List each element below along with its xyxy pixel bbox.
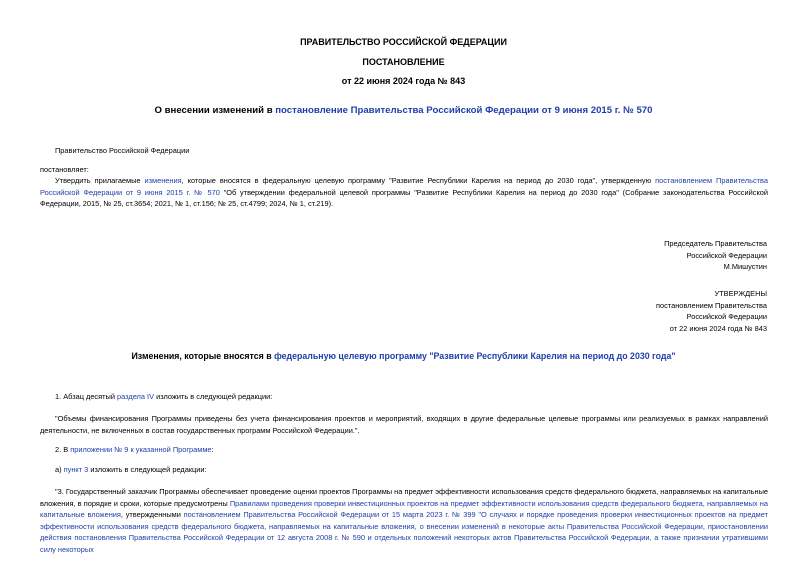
quote-2-text-b: , утвержденными xyxy=(120,510,184,519)
changes-link[interactable]: изменения xyxy=(144,176,182,185)
title-link[interactable]: постановление Правительства Российской Федерации от 9 июня 2015 г. № 570 xyxy=(275,105,653,116)
signature-block xyxy=(664,238,767,273)
intro-paragraph xyxy=(40,175,768,210)
resolution-570-link[interactable]: постановлением Правительства Российской Федерации от 9 июня 2015 г. № 570 xyxy=(40,176,768,197)
quote-2-text-a: "3. Государственный заказчик Программы обеспечивает проведение оценки проектов Программы на предмет эффективности использования средств федерального бюджета, направляемых на капитальные вложения, в порядке и сроки, которые предусмотрены xyxy=(40,487,768,508)
signature-line-1: Председатель Правительства xyxy=(664,239,767,248)
approved-line-1: УТВЕРЖДЕНЫ xyxy=(714,289,767,298)
org-heading: ПРАВИТЕЛЬСТВО РОССИЙСКОЙ ФЕДЕРАЦИИ xyxy=(300,37,507,47)
item-2 xyxy=(55,444,214,456)
item-1-text-b: изложить в следующей редакции: xyxy=(154,392,273,401)
approved-block xyxy=(656,288,767,334)
decides-label: постановляет: xyxy=(40,165,89,174)
approved-line-4: от 22 июня 2024 года № 843 xyxy=(669,323,767,333)
signature-line-2: Российской Федерации xyxy=(686,250,767,260)
resolution-399-link[interactable]: постановлением Правительства Российской Федерации от 15 марта 2023 г. № 399 "О случаях и порядке проведения проверки инвестиционных проектов на предмет эффективности использования средств федерального бюджета, направляемых на капитальные вложения, о внесении изменений в некоторые акты Правительства Российской Федерации, приостановлении действия постановления Правительства Российской Федерации от 12 августа 2008 г. № 590 и отдельных положений некоторых актов Правительства Российской Федерации, а также признании утратившими силу некоторых xyxy=(40,510,768,554)
government-label: Правительство Российской Федерации xyxy=(55,146,190,155)
intro-text-c: "Об утверждении федеральной целевой программы "Развитие Республики Карелия на период до 2030 года" (Собрание законодательства Российской Федерации, 2015, № 25, ст.3654; 2021, № 1, ст.156; № 25, ст.4799; 2024, № 1, ст.219). xyxy=(40,187,769,208)
quote-1: "Объемы финансирования Программы приведены без учета финансирования проектов и мероприятий, входящих в другие федеральные целевые программы или реализуемых в рамках направлений деятельности, не включенных в состав государственных программ Российской Федерации.". xyxy=(40,414,768,435)
intro-text-b: , которые вносятся в федеральную целевую программу "Развитие Республики Карелия на период до 2030 года", утвержденную xyxy=(181,176,656,185)
point-3-link[interactable]: пункт 3 xyxy=(63,465,89,474)
doc-type-heading: ПОСТАНОВЛЕНИЕ xyxy=(362,57,445,67)
section-iv-link[interactable]: раздела IV xyxy=(117,392,155,401)
rules-link[interactable]: Правилами проведения проверки инвестиционных проектов на предмет эффективности использования средств федерального бюджета, направляемых на капитальные вложения xyxy=(40,498,768,519)
item-a-text-a: а) xyxy=(55,465,64,474)
signature-line-3: М.Мишустин xyxy=(723,262,767,271)
approved-line-3: Российской Федерации xyxy=(686,312,767,321)
approved-line-2: постановлением Правительства xyxy=(656,300,767,310)
changes-title xyxy=(0,351,807,361)
program-link[interactable]: федеральную целевую программу "Развитие Республики Карелия на период до 2030 года" xyxy=(274,351,676,361)
item-1 xyxy=(55,391,272,403)
title-prefix: О внесении изменений в xyxy=(154,105,276,116)
document-title xyxy=(0,105,807,116)
appendix-9-link[interactable]: приложении № 9 к указанной Программе xyxy=(70,445,212,454)
quote-2 xyxy=(40,486,768,555)
item-a-text-b: изложить в следующей редакции: xyxy=(88,465,207,474)
item-1-text-a: 1. Абзац десятый xyxy=(55,392,118,401)
item-a xyxy=(55,464,207,476)
item-2-text-b: : xyxy=(211,445,214,454)
date-number-heading: от 22 июня 2024 года № 843 xyxy=(341,76,466,86)
changes-title-prefix: Изменения, которые вносятся в xyxy=(131,351,275,361)
intro-text-a: Утвердить прилагаемые xyxy=(55,176,145,185)
item-2-text-a: 2. В xyxy=(55,445,71,454)
